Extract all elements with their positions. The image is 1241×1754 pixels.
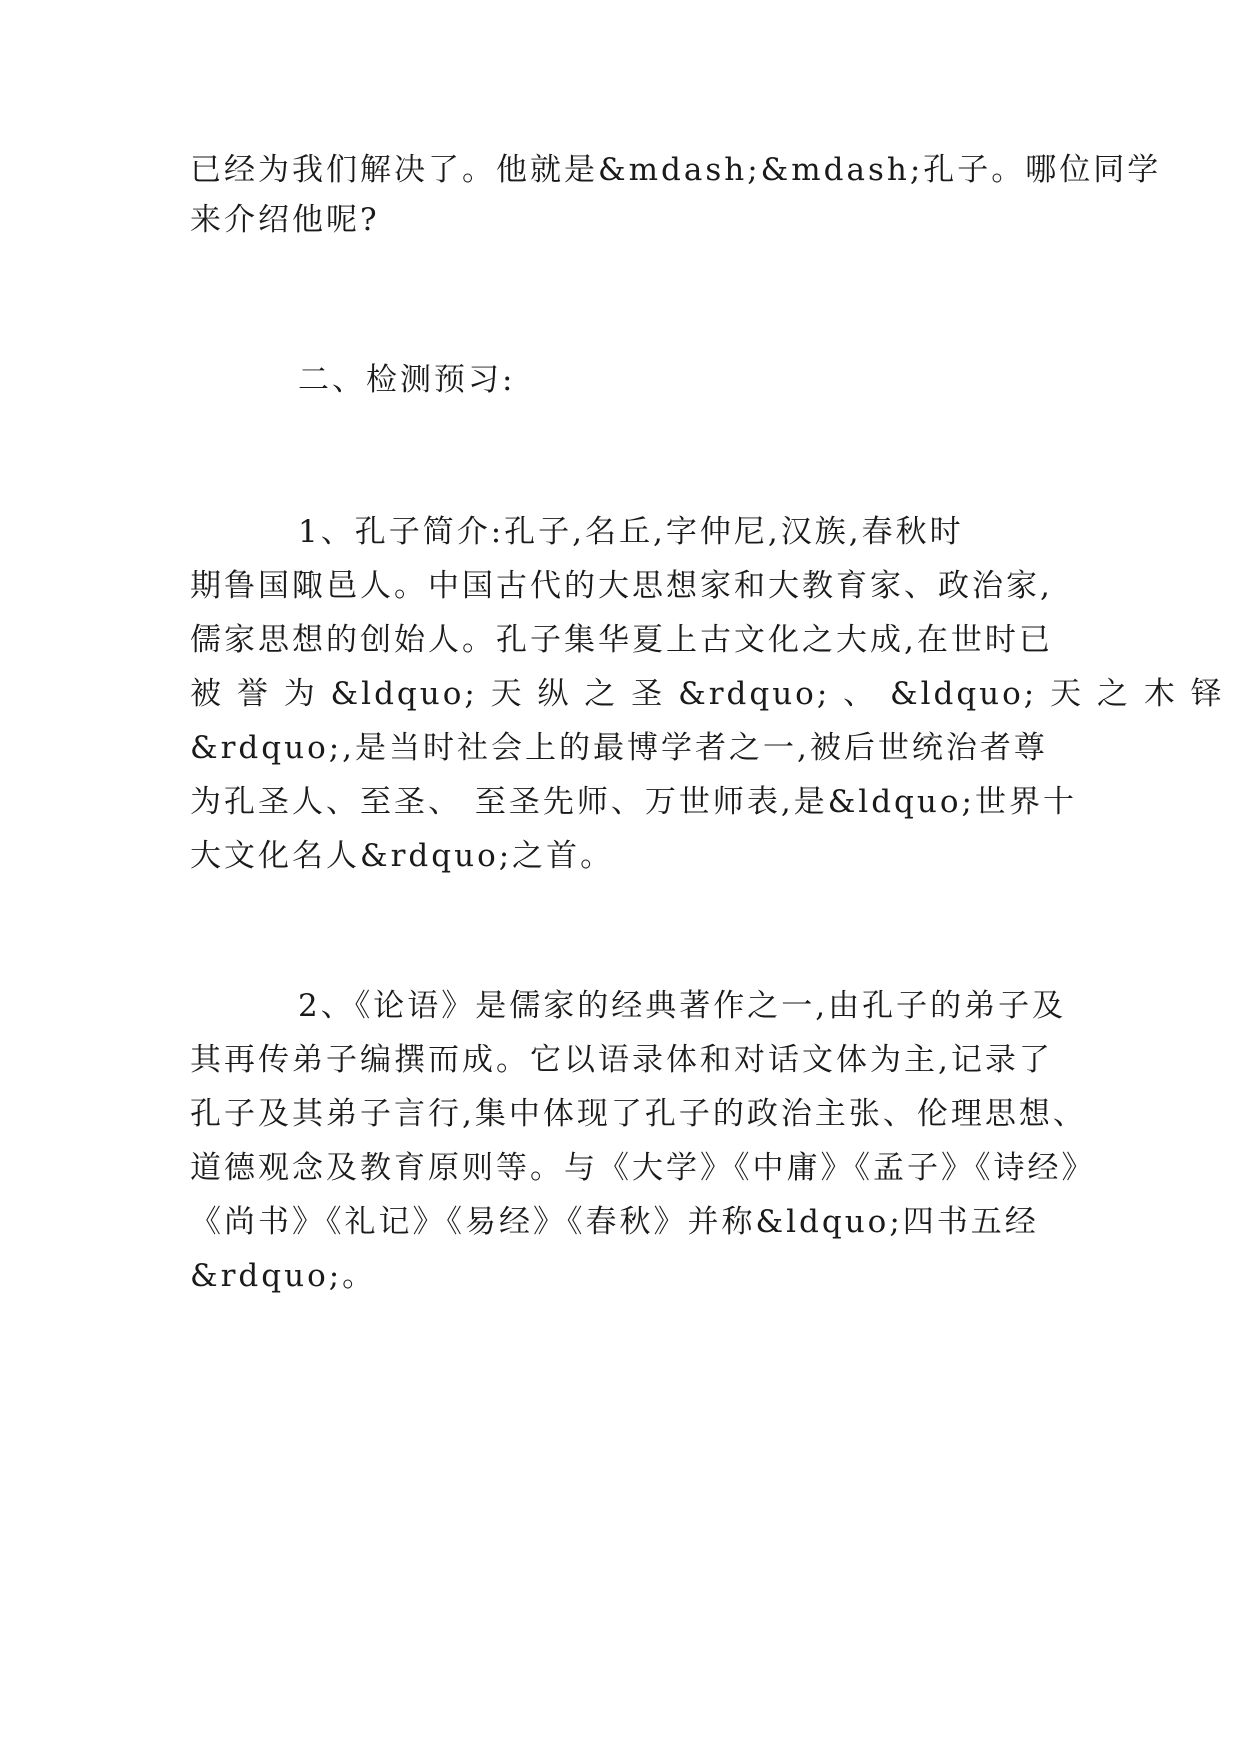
item-1-line-2: 期鲁国陬邑人。中国古代的大思想家和大教育家、政治家, xyxy=(190,568,1053,604)
item-1-line-7: 大文化名人&rdquo;之首。 xyxy=(190,838,615,874)
item-2-line-6: &rdquo;。 xyxy=(190,1258,377,1294)
intro-line-2: 来介绍他呢? xyxy=(190,202,380,238)
item-2-line-2: 其再传弟子编撰而成。它以语录体和对话文体为主,记录了 xyxy=(190,1042,1053,1078)
item-1-line-3: 儒家思想的创始人。孔子集华夏上古文化之大成,在世时已 xyxy=(190,622,1053,658)
item-1-line-1: 1、孔子简介:孔子,名丘,字仲尼,汉族,春秋时 xyxy=(298,514,964,550)
item-1-line-4: 被 誉 为 &ldquo; 天 纵 之 圣 &rdquo; 、 &ldquo; 天 之 木 铎 xyxy=(190,676,1225,712)
item-1-line-6: 为孔圣人、至圣、 至圣先师、万世师表,是&ldquo;世界十 xyxy=(190,784,1077,820)
section-heading: 二、检测预习: xyxy=(298,362,516,398)
item-1-line-5: &rdquo;,是当时社会上的最博学者之一,被后世统治者尊 xyxy=(190,730,1048,766)
item-2-line-4: 道德观念及教育原则等。与《大学》《中庸》《孟子》《诗经》 xyxy=(190,1150,1096,1186)
intro-line-1: 已经为我们解决了。他就是&mdash;&mdash;孔子。哪位同学 xyxy=(190,152,1162,188)
item-2-line-5: 《尚书》《礼记》《易经》《春秋》并称&ldquo;四书五经 xyxy=(190,1204,1039,1240)
item-2-line-3: 孔子及其弟子言行,集中体现了孔子的政治主张、伦理思想、 xyxy=(190,1096,1087,1132)
item-2-line-1: 2、《论语》是儒家的经典著作之一,由孔子的弟子及 xyxy=(298,988,1067,1024)
